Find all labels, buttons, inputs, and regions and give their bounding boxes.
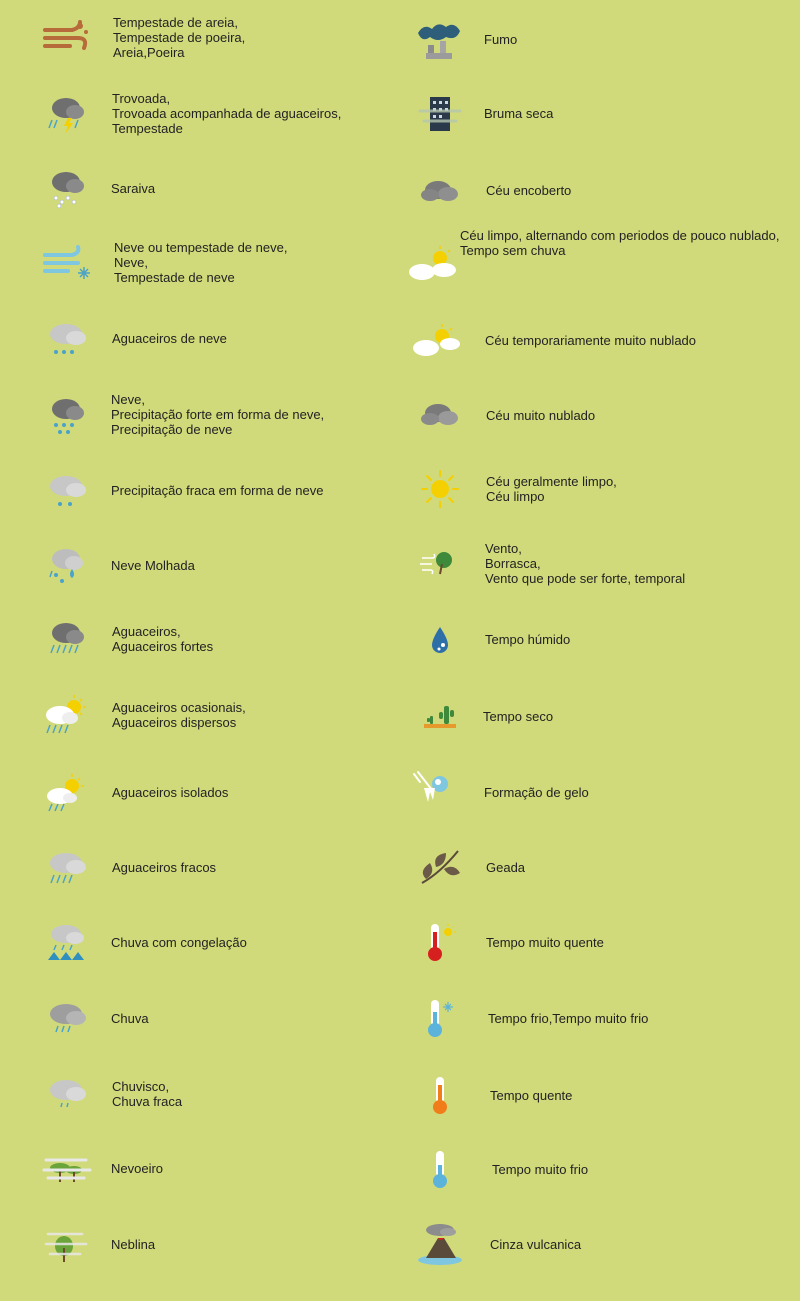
legend-label: Tempo frio,Tempo muito frio: [488, 1010, 649, 1026]
light-snow-icon: [42, 468, 94, 512]
hot-icon: [414, 1073, 466, 1117]
legend-label: Vento, Borrasca, Vento que pode ser forte, temporal: [485, 541, 686, 586]
legend-label: Aguaceiros fracos: [112, 859, 217, 875]
legend-item: [414, 17, 517, 61]
legend-label: Aguaceiros ocasionais, Aguaceiros dispersos: [112, 700, 246, 730]
legend-item: [410, 996, 648, 1040]
legend-label: Neblina: [111, 1236, 156, 1252]
legend-item: [42, 845, 216, 889]
fog-icon: [42, 1146, 94, 1190]
legend-item: [414, 845, 525, 889]
humidity-icon: [414, 617, 466, 661]
legend-label: Chuva com congelação: [111, 934, 247, 950]
legend-item: [410, 920, 604, 964]
legend-label: Tempo seco: [483, 708, 554, 724]
legend-item: [42, 15, 245, 60]
very-cloudy-icon: [414, 393, 466, 437]
legend-item: [406, 228, 779, 286]
partly-cloudy-icon: [406, 242, 458, 286]
legend-label: Chuvisco, Chuva fraca: [112, 1079, 183, 1109]
legend-item: [42, 91, 341, 136]
haze-icon: [414, 91, 466, 135]
legend-label: Tempo muito quente: [486, 934, 604, 950]
sleet-icon: [42, 543, 94, 587]
legend-label: Nevoeiro: [111, 1160, 164, 1176]
legend-label: Formação de gelo: [484, 784, 589, 800]
sandstorm-icon: [42, 16, 94, 60]
legend-label: Fumo: [484, 31, 518, 47]
legend-label: Aguaceiros isolados: [112, 784, 229, 800]
legend-item: [42, 1222, 155, 1266]
light-showers-icon: [42, 845, 94, 889]
legend-item: [42, 617, 213, 661]
legend-item: [410, 770, 589, 814]
isolated-showers-icon: [42, 770, 94, 814]
legend-item: [42, 316, 227, 360]
legend-label: Neve Molhada: [111, 557, 195, 573]
legend-label: Tempo muito frio: [492, 1161, 589, 1177]
legend-item: [42, 1072, 182, 1116]
legend-label: Céu muito nublado: [486, 407, 596, 423]
legend-label: Aguaceiros de neve: [112, 330, 227, 346]
legend-label: Céu encoberto: [486, 182, 572, 198]
legend-item: [414, 393, 595, 437]
freezing-rain-icon: [42, 920, 94, 964]
frost-icon: [414, 845, 466, 889]
legend-label: Tempo quente: [490, 1087, 573, 1103]
cold-icon: [410, 996, 462, 1040]
heavy-snow-icon: [42, 393, 94, 437]
legend-item: [414, 1073, 572, 1117]
very-cold-icon: [414, 1147, 466, 1191]
legend-item: [42, 543, 195, 587]
snow-showers-icon: [42, 316, 94, 360]
legend-label: Aguaceiros, Aguaceiros fortes: [112, 624, 214, 654]
mist-icon: [42, 1222, 94, 1266]
legend-item: [42, 240, 287, 285]
hail-icon: [42, 166, 94, 210]
legend-item: [414, 168, 571, 212]
legend-label: Trovoada, Trovoada acompanhada de aguaceiros, Tempestade: [112, 91, 342, 136]
smoke-icon: [414, 17, 466, 61]
legend-item: [42, 996, 149, 1040]
legend-item: [42, 693, 246, 737]
legend-label: Chuva: [111, 1010, 149, 1026]
sun-icon: [414, 467, 466, 511]
legend-item: [42, 1146, 163, 1190]
legend-item: [414, 91, 553, 135]
legend-label: Céu temporariamente muito nublado: [485, 332, 697, 348]
legend-item: [414, 541, 685, 586]
legend-label: Céu geralmente limpo, Céu limpo: [486, 474, 617, 504]
legend-item: [42, 392, 324, 437]
legend-item: [42, 770, 228, 814]
legend-item: [414, 617, 570, 661]
temporarily-cloudy-icon: [410, 318, 462, 362]
rain-icon: [42, 996, 94, 1040]
ice-formation-icon: [410, 770, 462, 814]
legend-label: Tempestade de areia, Tempestade de poeira, Areia,Poeira: [113, 15, 246, 60]
wind-icon: [414, 542, 466, 586]
legend-label: Bruma seca: [484, 105, 554, 121]
legend-label: Neve ou tempestade de neve, Neve, Tempestade de neve: [114, 240, 288, 285]
legend-label: Precipitação fraca em forma de neve: [111, 482, 324, 498]
legend-item: [410, 318, 696, 362]
drizzle-icon: [42, 1072, 94, 1116]
overcast-icon: [414, 168, 466, 212]
legend-item: [42, 468, 323, 512]
heavy-showers-icon: [42, 617, 94, 661]
legend-item: [414, 1147, 588, 1191]
blizzard-icon: [42, 241, 94, 285]
legend-label: Neve, Precipitação forte em forma de neve, Precipitação de neve: [111, 392, 325, 437]
very-hot-icon: [410, 920, 462, 964]
legend-label: Cinza vulcanica: [490, 1236, 582, 1252]
thunderstorm-icon: [42, 92, 94, 136]
legend-label: Geada: [486, 859, 526, 875]
volcanic-ash-icon: [414, 1222, 466, 1266]
legend-label: Céu limpo, alternando com periodos de pouco nublado, Tempo sem chuva: [460, 228, 780, 258]
legend-item: [414, 467, 617, 511]
legend-item: [42, 920, 247, 964]
legend-item: [42, 166, 155, 210]
legend-item: [414, 1222, 581, 1266]
legend-label: Saraiva: [111, 180, 156, 196]
legend-item: [414, 694, 553, 738]
legend-label: Tempo húmido: [485, 631, 571, 647]
dry-weather-icon: [414, 694, 466, 738]
occasional-showers-icon: [42, 693, 94, 737]
